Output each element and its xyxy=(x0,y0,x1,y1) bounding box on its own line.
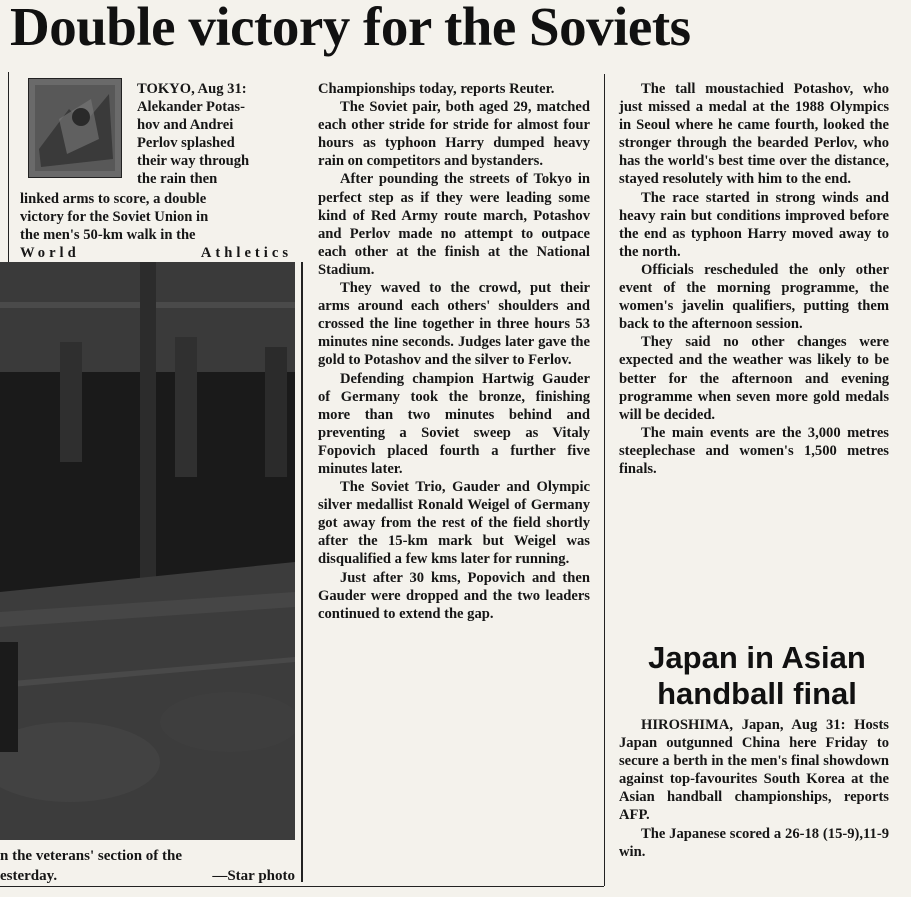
col2-paragraph: Championships today, reports Reuter. xyxy=(318,81,555,97)
col3-paragraph: They said no other changes were expected and the weather was likely to be better for the afternoon and evening programme when seven more gold medals will be decided. xyxy=(619,334,889,423)
col1-body-line: the men's 50-km walk in the xyxy=(20,227,196,244)
handball-paragraph: The Japanese scored a 26-18 (15-9),11-9 win. xyxy=(619,825,889,860)
col1-lead-line: TOKYO, Aug 31: xyxy=(137,81,247,97)
column-rule-2 xyxy=(301,262,303,882)
handball-article-text xyxy=(619,716,889,861)
col2-article-text xyxy=(318,80,590,623)
photo-credit: —Star photo xyxy=(212,868,295,884)
col1-word-athletics: Athletics xyxy=(200,245,292,262)
col3-article-text xyxy=(619,80,889,478)
col1-spaced-line xyxy=(20,244,292,262)
col2-paragraph: After pounding the streets of Tokyo in perfect step as if they were leading some kind of Red Army route march, Potashov and Perlov made no attempt to outpace each other at the finish at the National Stadium. xyxy=(318,171,590,278)
inline-thumbnail-photo xyxy=(28,78,122,178)
col2-paragraph: They waved to the crowd, put their arms around each others' shoulders and crossed the line together in three hours 53 minutes nine seconds. Judges later gave the gold to Potashov and the silver to Ferlov. xyxy=(318,280,590,369)
caption-line-2 xyxy=(0,866,295,886)
col1-word-world: World xyxy=(20,245,80,262)
col1-body-block xyxy=(20,190,292,262)
col3-paragraph: The main events are the 3,000 metres steeplechase and women's 1,500 metres finals. xyxy=(619,424,889,477)
column-rule-left xyxy=(8,72,9,262)
caption-text: esterday. xyxy=(0,868,58,884)
col3-paragraph: The race started in strong winds and heavy rain but conditions improved before the end as typhoon Harry moved away to the north. xyxy=(619,189,889,260)
col3-paragraph: The tall moustachied Potashov, who just missed a medal at the 1988 Olympics in Seoul where he came fourth, looked the stronger through the bearded Perlov, who has the world's best time over the distance, stayed resolutely with him to the end. xyxy=(619,81,889,188)
col1-body-line: linked arms to score, a double xyxy=(20,191,207,207)
col1-body-line: victory for the Soviet Union in xyxy=(20,209,209,226)
handball-headline: Japan in Asian handball final xyxy=(648,640,866,711)
col1-lead-block xyxy=(137,80,292,189)
handball-paragraph: HIROSHIMA, Japan, Aug 31: Hosts Japan outgunned China here Friday to secure a berth in the men's final showdown against top-favourites South Korea at the Asian handball championships, reports AFP. xyxy=(619,717,889,824)
col1-lead-line: Alekander Potas- xyxy=(137,99,245,116)
col1-lead-line: Perlov splashed xyxy=(137,135,235,152)
headline: Double victory for the Soviets xyxy=(10,0,691,57)
col2-paragraph: The Soviet pair, both aged 29, matched each other stride for stride for almost four hours as typhoon Harry dumped heavy rain on competitors and bystanders. xyxy=(318,99,590,170)
col3-paragraph: Officials rescheduled the only other event of the morning programme, the women's javelin qualifiers, putting them back to the afternoon session. xyxy=(619,261,889,333)
col1-lead-line: their way through xyxy=(137,153,250,170)
col1-lead-line: hov and Andrei xyxy=(137,117,234,134)
caption-line: n the veterans' section of the xyxy=(0,848,183,864)
column-rule-3 xyxy=(604,74,605,886)
col2-paragraph: Defending champion Hartwig Gauder of Germany took the bronze, finishing more than two minutes behind and preventing a Soviet sweep as Vitaly Fopovich placed fourth a further five minutes later. xyxy=(318,370,590,477)
bottom-rule xyxy=(0,886,604,887)
col1-lead-line: the rain then xyxy=(137,171,218,188)
photo-caption xyxy=(0,846,295,886)
col2-paragraph: The Soviet Trio, Gauder and Olympic silver medallist Ronald Weigel of Germany got away from the rest of the field shortly after the 15-km mark but Weigel was disqualified a few kms later for running. xyxy=(318,479,590,568)
col2-paragraph: Just after 30 kms, Popovich and then Gauder were dropped and the two leaders continued to extend the gap. xyxy=(318,569,590,622)
race-photo xyxy=(0,262,295,840)
